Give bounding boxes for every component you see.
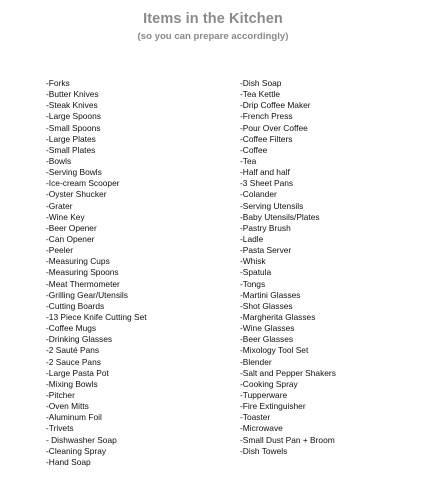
list-item: -Large Pasta Pot <box>46 367 109 378</box>
list-item: -French Press <box>240 111 293 122</box>
list-item: -Beer Glasses <box>240 334 294 345</box>
list-item: -Grilling Gear/Utensils <box>46 289 128 300</box>
list-item: -Drip Coffee Maker <box>240 100 311 111</box>
list-item: -Oven Mitts <box>46 401 89 412</box>
list-item: -Salt and Pepper Shakers <box>240 367 336 378</box>
list-item: -Toaster <box>240 412 271 423</box>
list-item: -Butter Knives <box>46 89 99 100</box>
list-item: -Grater <box>46 200 73 211</box>
list-item: -Microwave <box>240 423 283 434</box>
list-item: -Tea Kettle <box>240 89 281 100</box>
list-item: -Dish Towels <box>240 445 288 456</box>
list-item: -2 Sauce Pans <box>46 356 101 367</box>
list-item: -Baby Utensils/Plates <box>240 211 320 222</box>
list-item: -Hand Soap <box>46 456 91 467</box>
list-item: -Bowls <box>46 155 72 166</box>
list-item: -Cutting Boards <box>46 300 105 311</box>
list-item: -Oyster Shucker <box>46 189 107 200</box>
list-item: -Cooking Spray <box>240 378 298 389</box>
list-item: -Coffee <box>240 144 268 155</box>
list-item: -Tongs <box>240 278 266 289</box>
list-item: -3 Sheet Pans <box>240 178 294 189</box>
list-item: -Pasta Server <box>240 245 292 256</box>
list-item: -Small Plates <box>46 144 96 155</box>
list-item: -Steak Knives <box>46 100 98 111</box>
list-item: -Serving Utensils <box>240 200 304 211</box>
left-item-list <box>46 78 147 468</box>
list-item: -Tea <box>240 155 257 166</box>
list-item: -Measuring Cups <box>46 256 110 267</box>
list-item: -Trivets <box>46 423 74 434</box>
page-subtitle: (so you can prepare accordingly) <box>137 31 289 42</box>
list-item: -Large Spoons <box>46 111 101 122</box>
list-item: -Pitcher <box>46 389 75 400</box>
list-item: -Colander <box>240 189 277 200</box>
list-item: -Aluminum Foil <box>46 412 102 423</box>
list-item: -Large Plates <box>46 133 96 144</box>
list-item: -Small Dust Pan + Broom <box>240 434 335 445</box>
list-item: -Tupperware <box>240 389 288 400</box>
list-item: -Beer Opener <box>46 222 97 233</box>
list-item: -Margherita Glasses <box>240 311 316 322</box>
list-item: -Mixology Tool Set <box>240 345 309 356</box>
list-item: -Pour Over Coffee <box>240 122 308 133</box>
page-title: Items in the Kitchen <box>143 11 283 27</box>
list-item: -Small Spoons <box>46 122 101 133</box>
list-item: -Ladle <box>240 233 264 244</box>
list-item: -2 Sauté Pans <box>46 345 100 356</box>
list-item: -Blender <box>240 356 272 367</box>
list-item: -Dish Soap <box>240 78 282 88</box>
list-item: -Wine Glasses <box>240 323 295 334</box>
list-item: -Ice-cream Scooper <box>46 178 120 189</box>
list-item: -Cleaning Spray <box>46 445 107 456</box>
list-item: -Coffee Mugs <box>46 323 97 334</box>
list-item: -Half and half <box>240 167 290 178</box>
list-item: -Spatula <box>240 267 272 278</box>
list-item: -Fire Extinguisher <box>240 401 306 412</box>
list-item: -Wine Key <box>46 211 85 222</box>
list-item: -Meat Thermometer <box>46 278 120 289</box>
list-item: -Mixing Bowls <box>46 378 98 389</box>
list-item: -Forks <box>46 78 70 88</box>
list-item: - Dishwasher Soap <box>46 434 117 445</box>
list-item: -Shot Glasses <box>240 300 293 311</box>
list-item: -Measuring Spoons <box>46 267 119 278</box>
right-item-list <box>240 78 336 457</box>
list-item: -Drinking Glasses <box>46 334 113 345</box>
list-item: -Martini Glasses <box>240 289 301 300</box>
list-item: -Serving Bowls <box>46 167 102 178</box>
list-item: -Peeler <box>46 245 73 256</box>
list-item: -13 Piece Knife Cutting Set <box>46 311 147 322</box>
list-item: -Can Opener <box>46 233 95 244</box>
list-item: -Whisk <box>240 256 266 267</box>
list-item: -Coffee Filters <box>240 133 293 144</box>
list-item: -Pastry Brush <box>240 222 291 233</box>
